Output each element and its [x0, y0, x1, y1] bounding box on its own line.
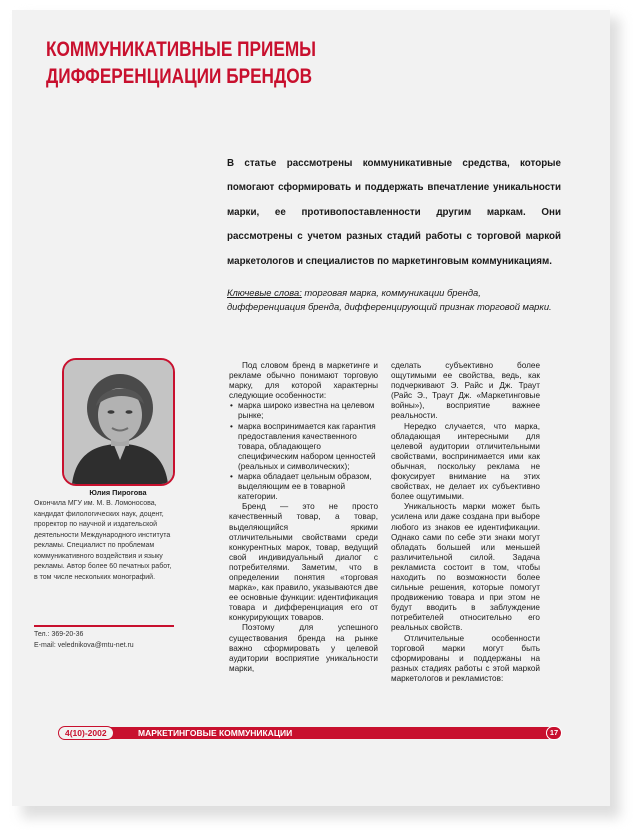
paragraph: Бренд — это не просто качественный товар, а товар, выделяющийся яркими отличительными свойствами среди конкурентных марок, товар, ведущий свой индивидуальный диалог с потребителями. Заметим, что в определении понятия «торговая марка», как правило, указываются две ее основные функции: идентификация товара и дифференциация его от конкурирующих товаров.	[229, 502, 378, 623]
paragraph: Отличительные особенности торговой марки могут быть сформированы и поддержаны на разных стадиях работы с этой маркой маркетологов и рекламистов:	[391, 633, 540, 683]
paragraph: сделать субъективно более ощутимыми ее свойства, ведь, как подчеркивают Э. Райс и Дж. Траут (Райс Э., Траут Дж. «Маркетинговые войны»), восприятие важнее реальности.	[391, 361, 540, 421]
article-title	[46, 36, 316, 90]
keywords-text: торговая марка, коммуникации бренда, дифференциация бренда, дифференцирующий признак торговой марки.	[227, 287, 552, 312]
journal-name: МАРКЕТИНГОВЫЕ КОММУНИКАЦИИ	[138, 728, 293, 738]
author-phone: Тел.: 369-20-36	[34, 631, 84, 638]
keywords	[227, 286, 561, 314]
title-line-2: ДИФФЕРЕНЦИАЦИИ БРЕНДОВ	[46, 65, 313, 88]
list-item: • марка широко известна на целевом рынке;	[238, 401, 378, 421]
title-line-1: КОММУНИКАТИВНЫЕ ПРИЕМЫ	[46, 38, 317, 61]
list-item: • марка воспринимается как гарантия предоставления качественного товара, обладающего специфическим набором ценностей (реальных и символических);	[238, 422, 378, 472]
bio-divider	[34, 625, 174, 627]
page-number: 17	[546, 726, 562, 740]
paragraph: Под словом бренд в маркетинге и рекламе обычно понимают торговую марку, для которой характерны следующие особенности:	[229, 361, 378, 401]
text-column-1	[229, 361, 378, 674]
author-name: Юлия Пирогова	[89, 488, 147, 497]
list-item: • марка обладает цельным образом, выделяющим ее в товарной категории.	[238, 472, 378, 502]
feature-list	[229, 401, 378, 502]
author-bio: Окончила МГУ им. М. В. Ломоносова, кандидат филологических наук, доцент, проректор по научной и издательской деятельности Международного института рекламы. Специалист по проблемам коммуникативного воздействия и языку рекламы. Автор более 60 печатных работ, в том числе нескольких монографий.	[34, 500, 172, 581]
text-column-2	[391, 361, 540, 684]
paragraph: Уникальность марки может быть усилена или даже создана при выборе любого из знаков ее идентификации. Однако сами по себе эти знаки могут обладать большей или меньшей различительной силой. Задача рекламиста состоит в том, чтобы находить по возможности более сильные решения, которые помогут продвижению товара и при этом не будут вводить в заблуждение потребителей относительно его реальных свойств.	[391, 502, 540, 633]
author-email: E-mail: velednikova@mtu-net.ru	[34, 641, 134, 649]
paragraph: Нередко случается, что марка, обладающая интересными для целевой аудитории отличительными свойствами, воспринимается ими как обычная, поскольку реклама не фокусирует внимание на этих свойствах, не делает их субъективно более ощутимыми.	[391, 421, 540, 502]
portrait-image	[64, 360, 173, 484]
issue-number: 4(10)-2002	[58, 726, 114, 740]
author-photo	[62, 358, 175, 486]
paragraph: Поэтому для успешного существования бренда на рынке важно сформировать у целевой аудитории восприятие уникальности марки,	[229, 623, 378, 673]
keywords-label: Ключевые слова:	[227, 287, 302, 298]
abstract: В статье рассмотрены коммуникативные средства, которые помогают сформировать и поддержать впечатление уникальности марки, ее противопоставленности другим маркам. Они рассмотрены с учетом разных стадий работы с торговой маркой маркетологов и специалистов по маркетинговым коммуникациям.	[227, 158, 561, 267]
author-contacts	[34, 630, 174, 651]
footer-bar	[64, 727, 558, 739]
